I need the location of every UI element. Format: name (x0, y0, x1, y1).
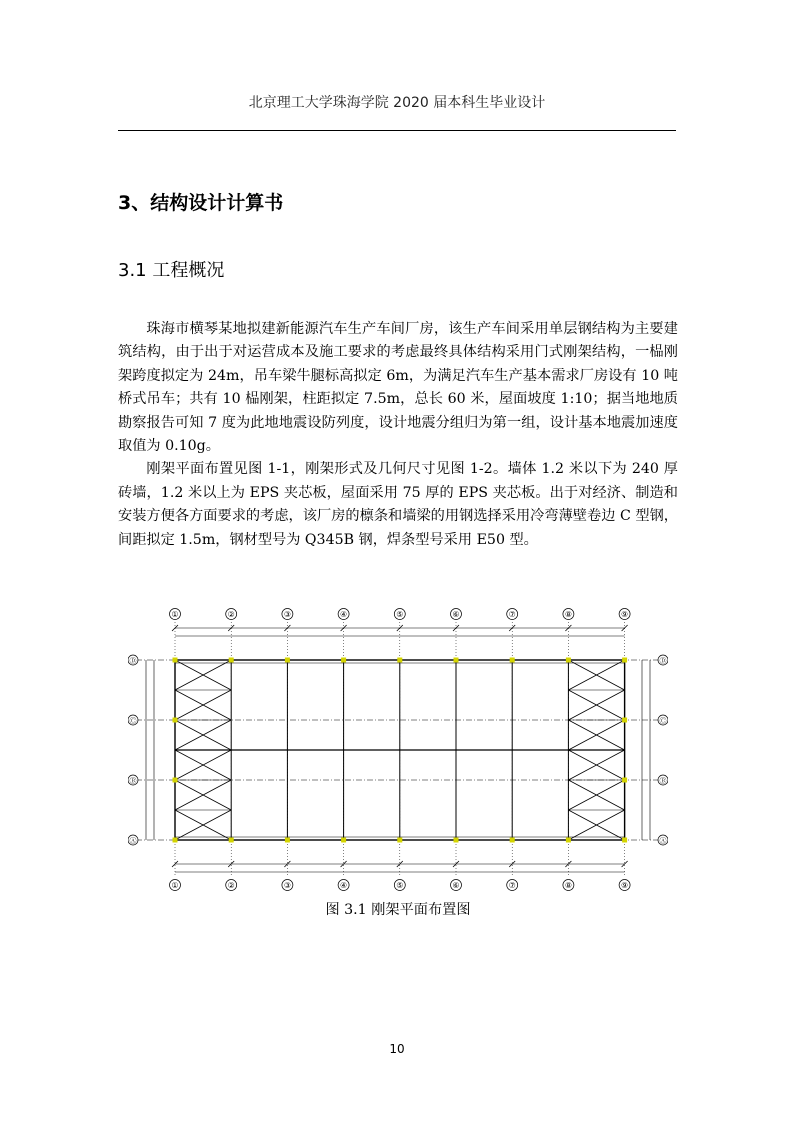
column-marker (229, 658, 234, 663)
paragraph-1: 珠海市横琴某地拟建新能源汽车生产车间厂房，该生产车间采用单层钢结构为主要建筑结构，由于出于对运营成本及施工要求的考虑最终具体结构采用门式刚架结构，一榀刚架跨度拟定为 24m，吊车梁牛腿标高拟定 6m，为满足汽车生产基本需求厂房设有 10 吨桥式吊车；共有 10 榀刚架，柱距拟定 7.5m，总长 60 米，屋面坡度 1:10；据当地地质勘察报告可知 7 度为此地地震设防列度，设计地震分组归为第一组，设计基本地震加速度取值为 0.10g。 (118, 321, 678, 455)
column-marker (341, 658, 346, 663)
axis-label-right: Ⓐ (659, 837, 667, 845)
column-marker (397, 838, 402, 843)
axis-label-left: Ⓑ (129, 777, 137, 785)
axis-label-left: Ⓓ (129, 657, 137, 665)
column-marker (285, 658, 290, 663)
axis-label-right: Ⓑ (659, 777, 667, 785)
header-rule (118, 130, 676, 131)
axis-label-right: Ⓒ (659, 717, 667, 725)
column-marker (622, 658, 627, 663)
axis-label-top: ⑧ (564, 610, 572, 619)
figure-caption: 图 3.1 刚架平面布置图 (325, 902, 471, 918)
column-marker (173, 658, 178, 663)
axis-label-top: ③ (283, 610, 291, 619)
axis-label-bottom: ⑨ (621, 881, 629, 890)
chapter-heading: 3、结构设计计算书 (118, 192, 284, 214)
axis-label-bottom: ③ (283, 881, 291, 890)
frame-plan-drawing (128, 604, 668, 894)
column-marker (341, 838, 346, 843)
axis-label-top: ⑨ (621, 610, 629, 619)
axis-label-top: ⑦ (508, 610, 516, 619)
axis-label-bottom: ② (227, 881, 235, 890)
running-header: 北京理工大学珠海学院 2020 届本科生毕业设计 (248, 95, 546, 111)
section-heading: 3.1 工程概况 (118, 260, 225, 281)
column-marker (510, 838, 515, 843)
column-marker (454, 658, 459, 663)
axis-label-right: Ⓓ (659, 657, 667, 665)
page-number: 10 (389, 1042, 405, 1056)
column-marker (285, 838, 290, 843)
axis-label-bottom: ⑧ (564, 881, 572, 890)
column-marker (566, 838, 571, 843)
axis-label-top: ① (171, 610, 179, 619)
axis-label-top: ④ (340, 610, 348, 619)
axis-label-top: ② (227, 610, 235, 619)
gable-column-marker (173, 778, 178, 783)
frame-plan-figure (128, 604, 668, 894)
axis-label-bottom: ④ (340, 881, 348, 890)
axis-label-bottom: ⑤ (396, 881, 404, 890)
paragraph-2: 刚架平面布置见图 1-1，刚架形式及几何尺寸见图 1-2。墙体 1.2 米以下为 240 厚砖墙，1.2 米以上为 EPS 夹芯板，屋面采用 75 厚的 EPS 夹芯板。出于对经济、制造和安装方便各方面要求的考虑，该厂房的檩条和墙梁的用钢选择采用冷弯薄壁卷边 C 型钢，间距拟定 1.5m，钢材型号为 Q345B 钢，焊条型号采用 E50 型。 (118, 461, 678, 548)
column-marker (229, 838, 234, 843)
gable-column-marker (173, 718, 178, 723)
column-marker (454, 838, 459, 843)
axis-label-left: Ⓐ (129, 837, 137, 845)
column-marker (510, 658, 515, 663)
gable-column-marker (622, 718, 627, 723)
column-marker (397, 658, 402, 663)
gable-column-marker (622, 778, 627, 783)
axis-label-top: ⑤ (396, 610, 404, 619)
body-text (118, 318, 678, 552)
axis-label-bottom: ⑦ (508, 881, 516, 890)
column-marker (622, 838, 627, 843)
axis-label-bottom: ① (171, 881, 179, 890)
axis-label-bottom: ⑥ (452, 881, 460, 890)
column-marker (173, 838, 178, 843)
column-marker (566, 658, 571, 663)
axis-label-left: Ⓒ (129, 717, 137, 725)
axis-label-top: ⑥ (452, 610, 460, 619)
